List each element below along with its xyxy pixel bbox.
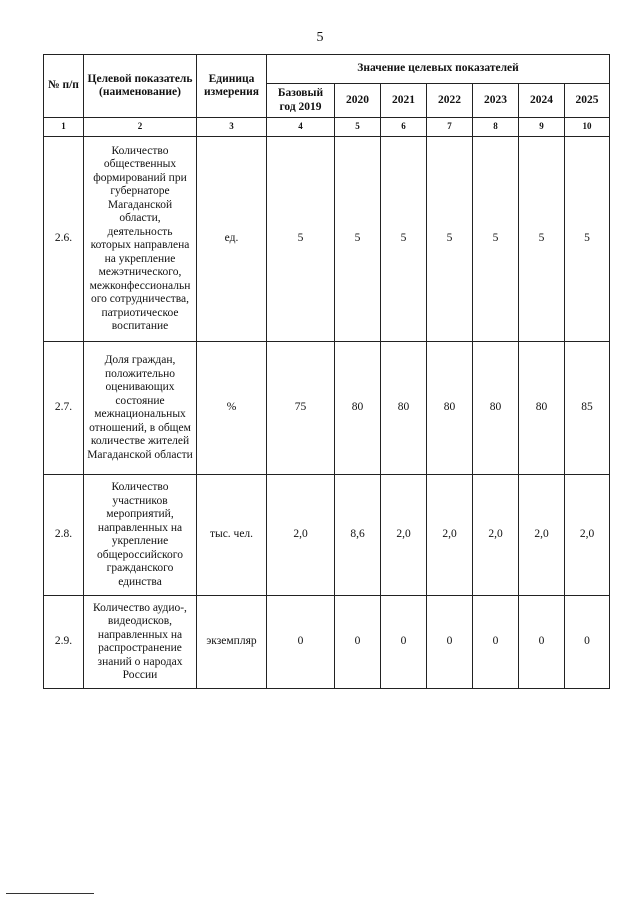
row-value: 2,0 (381, 475, 427, 596)
table-row (44, 137, 610, 342)
row-indicator: Количество аудио-, видеодисков, направленных на распространение знаний о народах России (84, 596, 197, 689)
row-indicator: Количество общественных формирований при губернаторе Магаданской области, деятельность которых направлена на укрепление межэтнического, межконфессиональн ого сотрудничества, патриотическое воспитание (84, 137, 197, 342)
row-value: 80 (427, 342, 473, 475)
row-value: 5 (381, 137, 427, 342)
row-num: 2.8. (44, 475, 84, 596)
row-indicator: Доля граждан, положительно оценивающих состояние межнациональных отношений, в общем количестве жителей Магаданской области (84, 342, 197, 475)
header-year-2021: 2021 (381, 84, 427, 118)
row-num: 2.7. (44, 342, 84, 475)
row-value: 5 (565, 137, 610, 342)
row-value: 0 (473, 596, 519, 689)
row-unit: % (197, 342, 267, 475)
table-row (44, 475, 610, 596)
row-value: 0 (427, 596, 473, 689)
column-number: 1 (44, 118, 84, 137)
row-unit: экземпляр (197, 596, 267, 689)
row-value: 0 (267, 596, 335, 689)
column-number: 9 (519, 118, 565, 137)
header-year-base: Базовый год 2019 (267, 84, 335, 118)
row-value: 80 (335, 342, 381, 475)
column-number: 10 (565, 118, 610, 137)
row-value: 2,0 (519, 475, 565, 596)
row-num: 2.9. (44, 596, 84, 689)
row-value: 5 (335, 137, 381, 342)
row-value: 80 (381, 342, 427, 475)
column-number: 3 (197, 118, 267, 137)
column-number: 6 (381, 118, 427, 137)
row-value: 2,0 (267, 475, 335, 596)
row-value: 0 (335, 596, 381, 689)
header-year-2023: 2023 (473, 84, 519, 118)
header-year-2022: 2022 (427, 84, 473, 118)
page-number: 5 (316, 30, 324, 45)
row-value: 0 (565, 596, 610, 689)
row-unit: тыс. чел. (197, 475, 267, 596)
row-value: 5 (427, 137, 473, 342)
row-value: 5 (267, 137, 335, 342)
row-indicator: Количество участников мероприятий, направленных на укрепление общероссийского гражданского единства (84, 475, 197, 596)
row-unit: ед. (197, 137, 267, 342)
column-number: 5 (335, 118, 381, 137)
row-value: 5 (473, 137, 519, 342)
row-value: 75 (267, 342, 335, 475)
header-year-2020: 2020 (335, 84, 381, 118)
row-value: 8,6 (335, 475, 381, 596)
row-value: 80 (473, 342, 519, 475)
row-value: 0 (381, 596, 427, 689)
header-indicator: Целевой показатель (наименование) (84, 55, 197, 118)
column-number: 8 (473, 118, 519, 137)
row-value: 2,0 (565, 475, 610, 596)
table-row (44, 596, 610, 689)
column-number: 2 (84, 118, 197, 137)
row-value: 85 (565, 342, 610, 475)
row-value: 2,0 (427, 475, 473, 596)
row-value: 5 (519, 137, 565, 342)
row-value: 2,0 (473, 475, 519, 596)
row-num: 2.6. (44, 137, 84, 342)
column-number: 4 (267, 118, 335, 137)
table-row (44, 342, 610, 475)
header-year-2025: 2025 (565, 84, 610, 118)
target-indicators-table (43, 54, 610, 689)
footnote-divider (6, 893, 94, 894)
row-value: 0 (519, 596, 565, 689)
column-number: 7 (427, 118, 473, 137)
header-year-2024: 2024 (519, 84, 565, 118)
header-values-group: Значение целевых показателей (267, 55, 610, 84)
header-unit: Единица измерения (197, 55, 267, 118)
row-value: 80 (519, 342, 565, 475)
header-num: № п/п (44, 55, 84, 118)
